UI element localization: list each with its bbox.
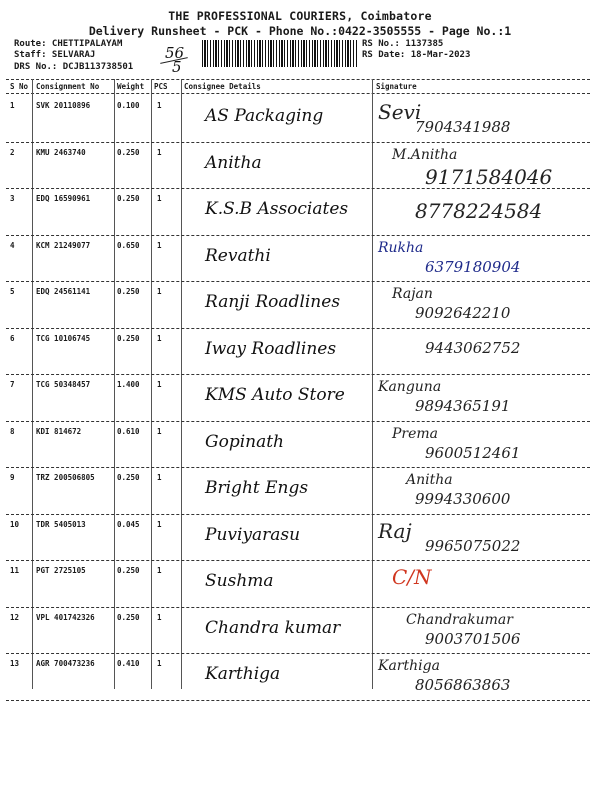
row-signature-phone: 9894365191	[415, 397, 511, 415]
row-signature-phone: 8056863863	[415, 676, 511, 694]
row-consignee: Ranji Roadlines	[205, 292, 341, 312]
rs-date: RS Date: 18-Mar-2023	[362, 50, 471, 60]
col-divider-5	[372, 79, 373, 689]
row-consignment-no: KCM 21249077	[36, 240, 91, 250]
row-weight: 1.400	[117, 380, 140, 389]
header-top-rule	[6, 79, 590, 80]
row-signature-name: Raj	[378, 518, 412, 543]
row-sno: 11	[10, 566, 20, 575]
rs-number: RS No.: 1137385	[362, 39, 444, 49]
row-weight: 0.610	[117, 426, 140, 436]
row-pcs: 1	[157, 612, 162, 622]
row-separator	[6, 514, 590, 515]
row-signature-name: Karthiga	[378, 658, 440, 674]
row-consignee: Revathi	[205, 245, 271, 266]
row-consignment-no: SVK 20110896	[36, 101, 91, 110]
row-weight: 0.045	[117, 519, 140, 529]
row-weight: 0.250	[117, 147, 140, 157]
row-sno: 1	[10, 101, 15, 110]
row-separator	[6, 281, 590, 282]
row-sno: 2	[10, 147, 15, 157]
row-pcs: 1	[157, 566, 162, 575]
row-pcs: 1	[157, 333, 162, 343]
row-consignment-no: TCG 10106745	[36, 333, 91, 343]
row-consignee: KMS Auto Store	[205, 385, 345, 405]
row-sno: 10	[10, 519, 20, 529]
handwritten-count-top: 56	[165, 44, 185, 62]
row-separator	[6, 560, 590, 561]
row-consignment-no: EDQ 24561141	[36, 287, 91, 296]
row-separator	[6, 467, 590, 468]
row-pcs: 1	[157, 473, 162, 482]
row-signature-name: Chandrakumar	[406, 611, 513, 628]
col-header-sno: S No	[10, 82, 29, 91]
row-separator	[6, 374, 590, 375]
row-signature-name: Prema	[392, 425, 439, 442]
row-weight: 0.250	[117, 287, 140, 296]
row-pcs: 1	[157, 240, 162, 250]
row-signature-name: Anitha	[406, 472, 453, 488]
row-separator	[6, 653, 590, 654]
staff-label: Staff: SELVARAJ	[14, 50, 96, 60]
row-sno: 5	[10, 287, 15, 296]
row-pcs: 1	[157, 287, 162, 296]
row-consignment-no: TCG 50348457	[36, 380, 91, 389]
row-pcs: 1	[157, 380, 162, 389]
handwritten-count-bottom: 5	[172, 58, 182, 76]
row-signature-phone: 9965075022	[425, 536, 521, 555]
row-consignee: Anitha	[205, 152, 262, 173]
row-separator	[6, 421, 590, 422]
row-consignment-no: EDQ 16590961	[36, 194, 91, 203]
row-sno: 7	[10, 380, 15, 389]
row-separator	[6, 142, 590, 143]
col-header-consignee: Consignee Details	[184, 82, 261, 91]
row-consignment-no: KDI 814672	[36, 426, 82, 436]
row-sno: 12	[10, 612, 20, 622]
row-weight: 0.250	[117, 566, 140, 575]
row-consignee: Chandra kumar	[205, 617, 341, 638]
row-consignee: Puviyarasu	[205, 524, 301, 545]
drs-barcode	[202, 40, 357, 67]
row-pcs: 1	[157, 194, 162, 203]
row-weight: 0.250	[117, 194, 140, 203]
drs-number: DRS No.: DCJB113738501	[14, 62, 134, 72]
row-weight: 0.410	[117, 659, 140, 668]
row-separator	[6, 328, 590, 329]
row-separator	[6, 700, 590, 701]
row-sno: 13	[10, 659, 20, 668]
row-consignment-no: TDR 5405013	[36, 519, 86, 529]
col-header-weight: Weight	[117, 82, 145, 91]
row-signature-name: Sevi	[378, 100, 422, 124]
row-weight: 0.650	[117, 240, 140, 250]
row-sno: 9	[10, 473, 15, 482]
row-weight: 0.250	[117, 333, 140, 343]
col-divider-2	[114, 79, 115, 689]
row-signature-phone: 9600512461	[425, 443, 521, 462]
row-consignee: Iway Roadlines	[205, 338, 337, 359]
row-signature-phone: 7904341988	[415, 118, 511, 136]
row-consignment-no: VPL 401742326	[36, 612, 95, 622]
row-signature-phone: 9443062752	[425, 338, 521, 357]
row-consignee: K.S.B Associates	[205, 199, 349, 219]
row-separator	[6, 607, 590, 608]
row-consignee: Bright Engs	[205, 478, 309, 498]
row-weight: 0.100	[117, 101, 140, 110]
row-signature-phone: 6379180904	[425, 257, 521, 276]
runsheet-title: THE PROFESSIONAL COURIERS, Coimbatore	[168, 9, 432, 23]
row-consignment-no: KMU 2463740	[36, 147, 86, 157]
row-signature-phone: 9994330600	[415, 490, 511, 508]
row-consignment-no: TRZ 200506805	[36, 473, 95, 482]
row-signature-phone: 8778224584	[415, 199, 543, 223]
row-sno: 6	[10, 333, 15, 343]
row-consignment-no: PGT 2725105	[36, 566, 86, 575]
row-sno: 4	[10, 240, 15, 250]
row-weight: 0.250	[117, 473, 140, 482]
row-consignee: Gopinath	[205, 431, 284, 452]
row-signature-name: C/N	[392, 565, 432, 589]
row-consignment-no: AGR 700473236	[36, 659, 95, 668]
row-pcs: 1	[157, 147, 162, 157]
row-separator	[6, 235, 590, 236]
row-signature-name: Kanguna	[378, 379, 442, 395]
row-consignee: AS Packaging	[205, 106, 324, 126]
col-divider-3	[151, 79, 152, 689]
row-signature-phone: 9003701506	[425, 629, 521, 648]
col-header-signature: Signature	[376, 82, 417, 91]
col-header-pcs: PCS	[154, 82, 168, 91]
row-pcs: 1	[157, 659, 162, 668]
row-signature-name: Rajan	[392, 286, 433, 302]
row-consignee: Sushma	[205, 571, 274, 591]
header-bottom-rule	[6, 93, 590, 94]
row-pcs: 1	[157, 519, 162, 529]
row-sno: 3	[10, 194, 15, 203]
col-divider-1	[32, 79, 33, 689]
row-separator	[6, 188, 590, 189]
row-sno: 8	[10, 426, 15, 436]
col-divider-4	[181, 79, 182, 689]
row-signature-phone: 9092642210	[415, 304, 511, 322]
route-label: Route: CHETTIPALAYAM	[14, 39, 123, 49]
row-pcs: 1	[157, 426, 162, 436]
row-pcs: 1	[157, 101, 162, 110]
row-signature-name: M.Anitha	[392, 146, 458, 163]
row-signature-name: Rukha	[378, 239, 424, 256]
row-signature-phone: 9171584046	[425, 164, 553, 189]
row-consignee: Karthiga	[205, 664, 281, 684]
col-header-consignment: Consignment No	[36, 82, 100, 91]
runsheet-subtitle: Delivery Runsheet - PCK - Phone No.:0422-3505555 - Page No.:1	[88, 24, 512, 38]
row-weight: 0.250	[117, 612, 140, 622]
